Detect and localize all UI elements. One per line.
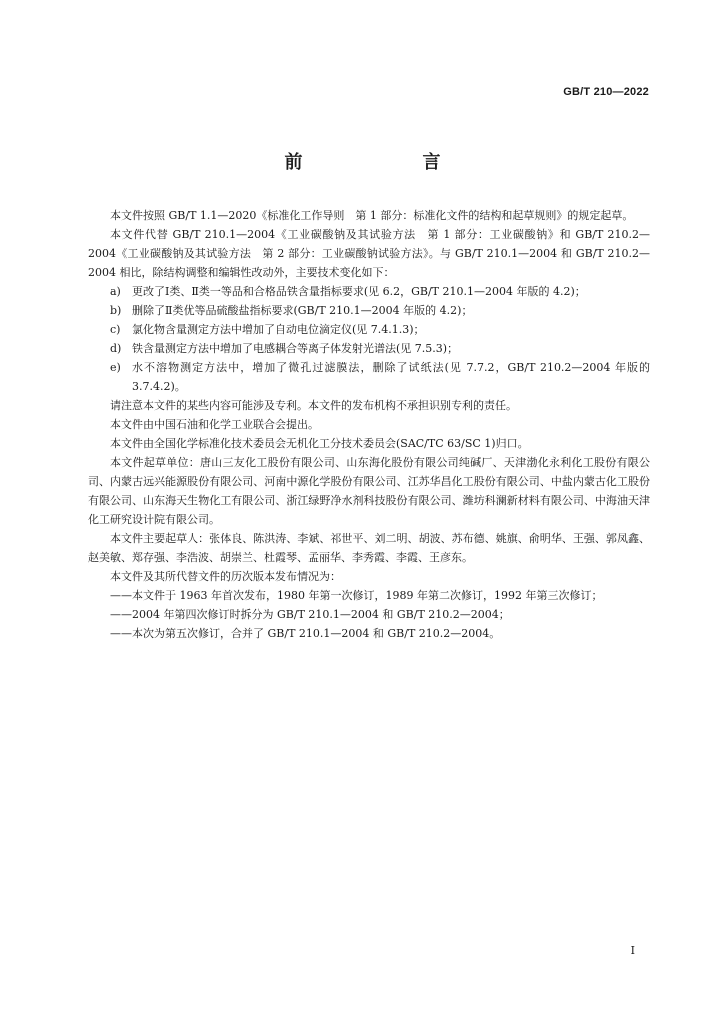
page-number: I xyxy=(630,944,635,957)
foreword-body xyxy=(88,206,650,643)
paragraph-drafting-rules: 本文件按照 GB/T 1.1—2020《标准化工作导则 第 1 部分：标准化文件的结构和起草规则》的规定起草。 xyxy=(110,209,634,222)
list-item xyxy=(88,320,650,339)
history-item: ——本文件于 1963 年首次发布，1980 年第一次修订，1989 年第二次修订，1992 年第三次修订； xyxy=(110,589,603,602)
list-item xyxy=(88,282,650,301)
paragraph-proposer: 本文件由中国石油和化学工业联合会提出。 xyxy=(110,418,319,431)
list-item-text: 铁含量测定方法中增加了电感耦合等离子体发射光谱法(见 7.5.3)； xyxy=(132,342,459,355)
list-item-mark: e) xyxy=(110,361,121,374)
list-item xyxy=(88,339,650,358)
history-item: ——本次为第五次修订，合并了 GB/T 210.1—2004 和 GB/T 210.2—2004。 xyxy=(110,627,501,640)
paragraph-drafters: 本文件主要起草人：张体良、陈洪涛、李斌、祁世平、刘二明、胡波、苏布德、姚旗、俞明华、王强、郭凤鑫、赵美敏、郑存强、李浩波、胡崇兰、杜霞琴、孟丽华、李秀霞、李霞、王彦东。 xyxy=(88,532,650,564)
list-item xyxy=(88,301,650,320)
list-item-mark: d) xyxy=(110,342,122,355)
page-title: 前 言 xyxy=(284,152,469,173)
paragraph-drafting-units: 本文件起草单位：唐山三友化工股份有限公司、山东海化股份有限公司纯碱厂、天津渤化永利化工股份有限公司、内蒙古远兴能源股份有限公司、河南中源化学股份有限公司、江苏华昌化工股份有限公司、中盐内蒙古化工股份有限公司、山东海天生物化工有限公司、浙江绿野净水剂科技股份有限公司、潍坊科澜新材料有限公司、中海油天津化工研究设计院有限公司。 xyxy=(88,456,650,526)
list-item-mark: a) xyxy=(110,285,121,298)
paragraph-replacement: 本文件代替 GB/T 210.1—2004《工业碳酸钠及其试验方法 第 1 部分：工业碳酸钠》和 GB/T 210.2—2004《工业碳酸钠及其试验方法 第 2 部分：工业碳酸钠试验方法》。与 GB/T 210.1—2004 和 GB/T 210.2—2004 相比，除结构调整和编辑性改动外，主要技术变化如下： xyxy=(88,228,650,279)
paragraph-patent-notice: 请注意本文件的某些内容可能涉及专利。本文件的发布机构不承担识别专利的责任。 xyxy=(110,399,517,412)
list-item-text: 更改了Ⅰ类、Ⅱ类一等品和合格品铁含量指标要求(见 6.2，GB/T 210.1—2004 年版的 4.2)； xyxy=(132,285,586,298)
list-item-text: 水不溶物测定方法中，增加了微孔过滤膜法，删除了试纸法(见 7.7.2，GB/T 210.2—2004 年版的 3.7.4.2)。 xyxy=(132,361,650,393)
list-item xyxy=(88,358,650,396)
document-code: GB/T 210—2022 xyxy=(563,86,649,98)
list-item-mark: b) xyxy=(110,304,122,317)
list-item-mark: c) xyxy=(110,323,121,336)
paragraph-committee: 本文件由全国化学标准化技术委员会无机化工分技术委员会(SAC/TC 63/SC 1)归口。 xyxy=(110,437,529,450)
paragraph-history-intro: 本文件及其所代替文件的历次版本发布情况为： xyxy=(110,570,341,583)
list-item-text: 氯化物含量测定方法中增加了自动电位滴定仪(见 7.4.1.3)； xyxy=(132,323,425,336)
list-item-text: 删除了Ⅱ类优等品硫酸盐指标要求(GB/T 210.1—2004 年版的 4.2)； xyxy=(132,304,473,317)
history-item: ——2004 年第四次修订时拆分为 GB/T 210.1—2004 和 GB/T 210.2—2004； xyxy=(110,608,510,621)
